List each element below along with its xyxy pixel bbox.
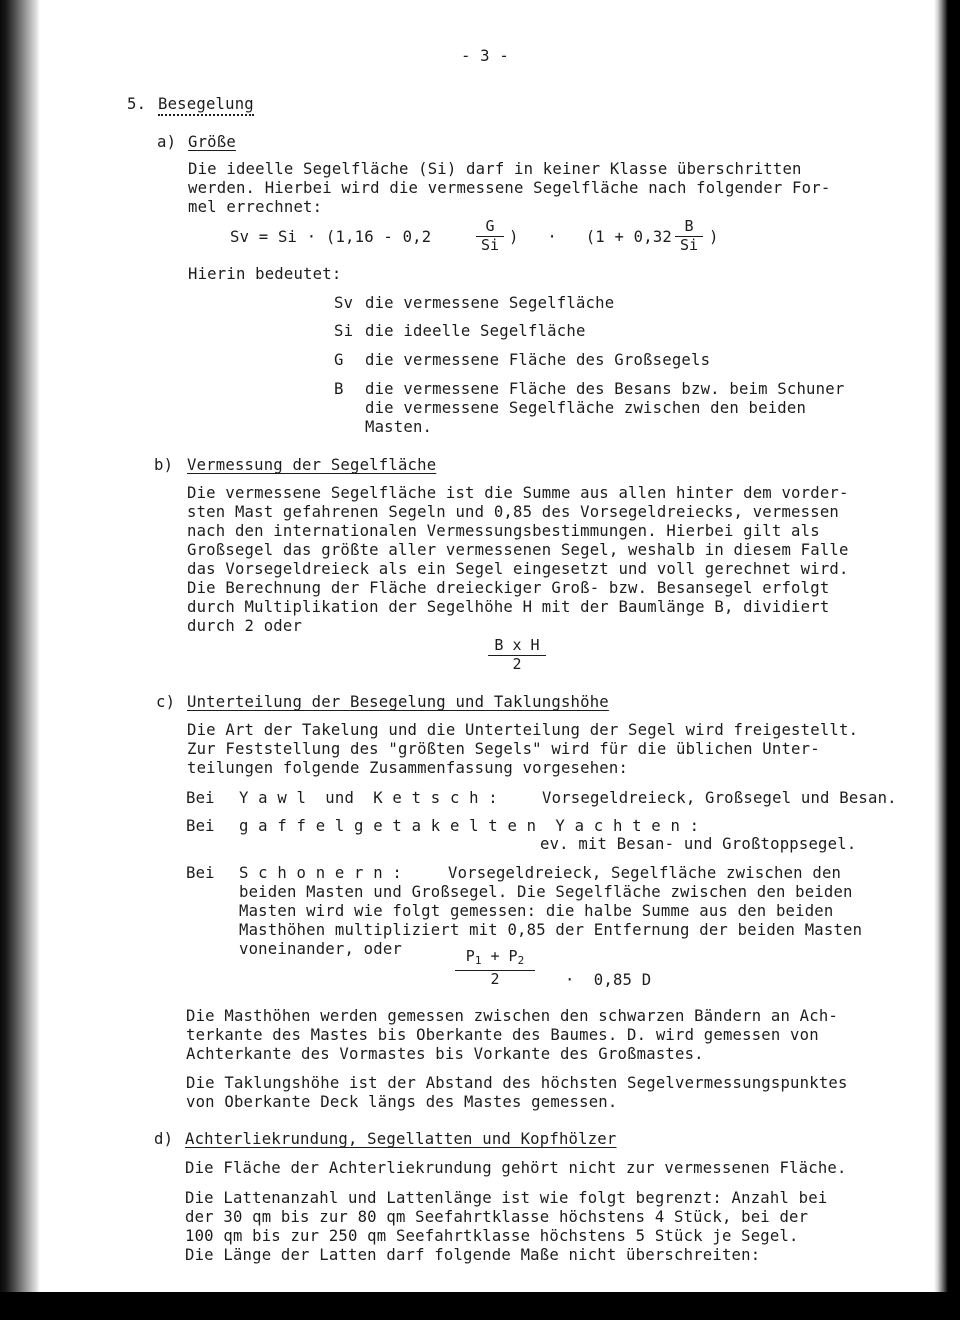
definition-text: die vermessene Segelfläche — [365, 294, 615, 312]
subsection-c-label: c) — [156, 693, 176, 711]
scan-right-edge — [934, 0, 960, 1320]
definition-text: die vermessene Segelfläche zwischen den beiden — [365, 399, 807, 417]
subsection-b-label: b) — [154, 456, 174, 474]
schoner-line: voneinander, oder — [239, 940, 402, 958]
d-paragraph-line: Die Länge der Latten darf folgende Maße nicht überschreiten: — [185, 1246, 761, 1264]
subsection-d-label: d) — [154, 1130, 174, 1148]
c-paragraph-line: teilungen folgende Zusammenfassung vorgesehen: — [187, 759, 629, 777]
c-paragraph-line: Achterkante des Vormastes bis Vorkante des Großmastes. — [186, 1045, 704, 1063]
a-paragraph-line: werden. Hierbei wird die vermessene Segelfläche nach folgender For- — [188, 179, 831, 197]
a-paragraph-line: Die ideelle Segelfläche (Si) darf in keiner Klasse überschritten — [188, 160, 802, 178]
definition-text: die ideelle Segelfläche — [365, 322, 586, 340]
c-paragraph-line: Die Taklungshöhe ist der Abstand des höchsten Segelvermessungspunktes — [186, 1074, 848, 1092]
c-paragraph-line: terkante des Mastes bis Oberkante des Baumes. D. wird gemessen von — [186, 1026, 819, 1044]
b-paragraph-line: sten Mast gefahrenen Segeln und 0,85 des Vorsegeldreiecks, vermessen — [187, 503, 839, 521]
d-paragraph-line: 100 qm bis zur 250 qm Seefahrtklasse höchstens 5 Stück je Segel. — [185, 1227, 799, 1245]
schoner-line: Masthöhen multipliziert mit 0,85 der Entfernung der beiden Masten — [239, 921, 863, 939]
subsection-a-label: a) — [157, 133, 177, 151]
d-paragraph-line: Die Lattenanzahl und Lattenlänge ist wie folgt begrenzt: Anzahl bei — [185, 1189, 828, 1207]
c-paragraph-line: von Oberkante Deck längs des Mastes gemessen. — [186, 1093, 618, 1111]
schoner-value: Vorsegeldreieck, Segelfläche zwischen den — [448, 864, 842, 882]
subsection-b-title: Vermessung der Segelfläche — [187, 456, 437, 474]
formula-sv-lhs: Sv = Si · (1,16 - 0,2 — [230, 228, 432, 246]
b-paragraph-line: Großsegel das größte aller vermessenen Segel, weshalb in diesem Falle — [187, 541, 849, 559]
c-paragraph-line: Die Art der Takelung und die Unterteilung der Segel wird freigestellt. — [187, 721, 859, 739]
definition-symbol: Sv — [334, 294, 354, 312]
c-paragraph-line: Zur Feststellung des "größten Segels" wird für die üblichen Unter- — [187, 740, 820, 758]
b-paragraph-line: Die vermessene Segelfläche ist die Summe aus allen hinter dem vorder- — [187, 484, 849, 502]
b-paragraph-line: Die Berechnung der Fläche dreieckiger Groß- bzw. Besansegel erfolgt — [187, 579, 830, 597]
schoner-line: beiden Masten und Großsegel. Die Segelfläche zwischen den beiden — [239, 883, 853, 901]
gaffel-key: g a f f e l g e t a k e l t e n Y a c h t e n : — [239, 817, 700, 835]
schoner-line: Masten wird wie folgt gemessen: die halbe Summe aus den beiden — [239, 902, 834, 920]
page-number: - 3 - — [461, 47, 509, 65]
formula-fraction-b-si: $\frac{B}{Si}$ — [675, 218, 703, 254]
formula-tail: · 0,85 D — [565, 971, 652, 989]
section-title: Besegelung — [158, 95, 254, 114]
d-paragraph-line: Die Fläche der Achterliekrundung gehört nicht zur vermessenen Fläche. — [185, 1159, 847, 1177]
schoner-key: S c h o n e r n : — [239, 864, 402, 882]
section-number: 5. — [127, 95, 147, 113]
d-paragraph-line: der 30 qm bis zur 80 qm Seefahrtklasse höchstens 4 Stück, bei der — [185, 1208, 809, 1226]
gaffel-value: ev. mit Besan- und Großtoppsegel. — [540, 835, 857, 853]
a-paragraph-line: mel errechnet: — [188, 198, 323, 216]
b-paragraph-line: durch 2 oder — [187, 617, 303, 635]
b-paragraph-line: durch Multiplikation der Segelhöhe H mit der Baumlänge B, dividiert — [187, 598, 830, 616]
b-paragraph-line: nach den internationalen Vermessungsbestimmungen. Hierbei gilt als — [187, 522, 820, 540]
scan-left-edge — [0, 0, 40, 1320]
subsection-d-title: Achterliekrundung, Segellatten und Kopfhölzer — [185, 1130, 617, 1148]
hierin-label: Hierin bedeutet: — [188, 265, 342, 283]
yawl-ketsch-key: Y a w l und K e t s c h : — [239, 789, 498, 807]
subsection-a-title: Größe — [188, 133, 236, 151]
bei-label: Bei — [186, 817, 215, 835]
c-paragraph-line: Die Masthöhen werden gemessen zwischen den schwarzen Bändern an Ach- — [186, 1007, 838, 1025]
formula-sv-mid: ) · (1 + 0,32 — [509, 228, 672, 246]
subsection-c-title: Unterteilung der Besegelung und Taklungshöhe — [187, 693, 609, 711]
formula-fraction-p1-p2: $\frac{P_1 + P_2}{2}$ — [455, 948, 535, 988]
bei-label: Bei — [186, 864, 215, 882]
definition-text: Masten. — [365, 418, 433, 436]
definition-symbol: Si — [334, 322, 354, 340]
formula-sv-end: ) — [709, 228, 719, 246]
definition-symbol: B — [334, 380, 344, 398]
b-paragraph-line: das Vorsegeldreieck als ein Segel eingesetzt und voll gerechnet wird. — [187, 560, 849, 578]
yawl-ketsch-value: Vorsegeldreieck, Großsegel und Besan. — [542, 789, 897, 807]
definition-text: die vermessene Fläche des Besans bzw. beim Schuner — [365, 380, 845, 398]
definition-symbol: G — [334, 351, 344, 369]
formula-fraction-bxh: $\frac{\text{B x H}}{2}$ — [488, 637, 546, 673]
scan-bottom-edge — [0, 1292, 960, 1320]
definition-text: die vermessene Fläche des Großsegels — [365, 351, 711, 369]
bei-label: Bei — [186, 789, 215, 807]
formula-fraction-g-si: $\frac{G}{Si}$ — [476, 218, 504, 254]
